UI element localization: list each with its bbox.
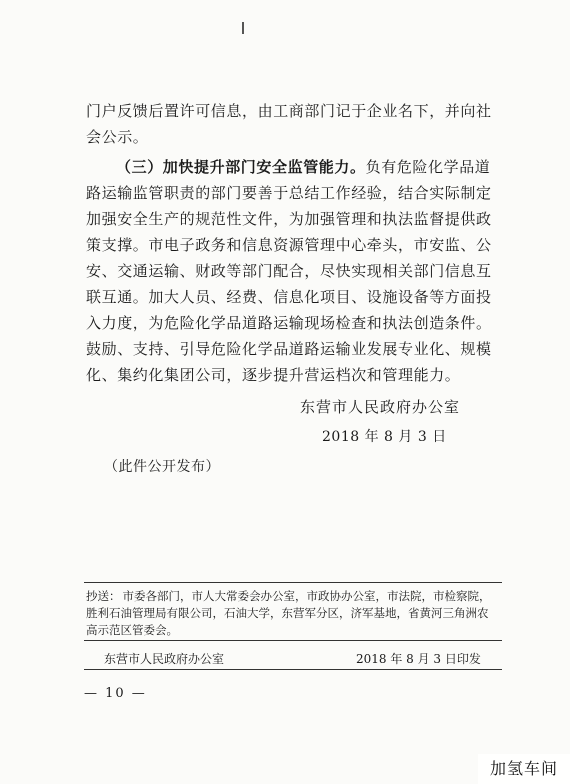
watermark: 加氢车间 (478, 754, 570, 784)
footer-divider-middle (84, 640, 502, 641)
paragraph-safety-supervision (86, 154, 498, 388)
footer-divider-top (84, 582, 502, 583)
issue-date: 2018 年 8 月 3 日印发 (356, 652, 481, 666)
disclosure-note: （此件公开发布） (104, 459, 220, 475)
cc-recipients: 市委各部门，市人大常委会办公室，市政协办公室，市法院，市检察院，胜利石油管理局有限公司，石油大学，东营军分区，济军基地，省黄河三角洲农高示范区管委会。 (86, 589, 491, 637)
page-number: — 10 — (84, 686, 147, 701)
footer-divider-bottom (84, 669, 502, 670)
paragraph-body: 负有危险化学品道路运输监管职责的部门要善于总结工作经验，结合实际制定加强安全生产的规范性文件，为加强管理和执法监督提供政策支撑。市电子政务和信息资源管理中心牵头，市安监、公安、交通运输、财政等部门配合，尽快实现相关部门信息互联互通。加大人员、经费、信息化项目、设施设备等方面投入力度，为危险化学品道路运输现场检查和执法创造条件。鼓励、支持、引导危险化学品道路运输业发展专业化、规模化、集约化集团公司，逐步提升营运档次和管理能力。 (86, 158, 492, 384)
cc-label: 抄送： (86, 589, 121, 603)
binding-mark (242, 22, 244, 34)
section-heading: （三）加快提升部门安全监管能力。 (116, 158, 366, 176)
cc-list (86, 588, 498, 639)
signer: 东营市人民政府办公室 (300, 398, 461, 416)
sign-date: 2018 年 8 月 3 日 (322, 429, 447, 445)
paragraph-continuation: 门户反馈后置许可信息，由工商部门记于企业名下，并向社会公示。 (86, 102, 492, 146)
issuer: 东营市人民政府办公室 (104, 652, 225, 666)
